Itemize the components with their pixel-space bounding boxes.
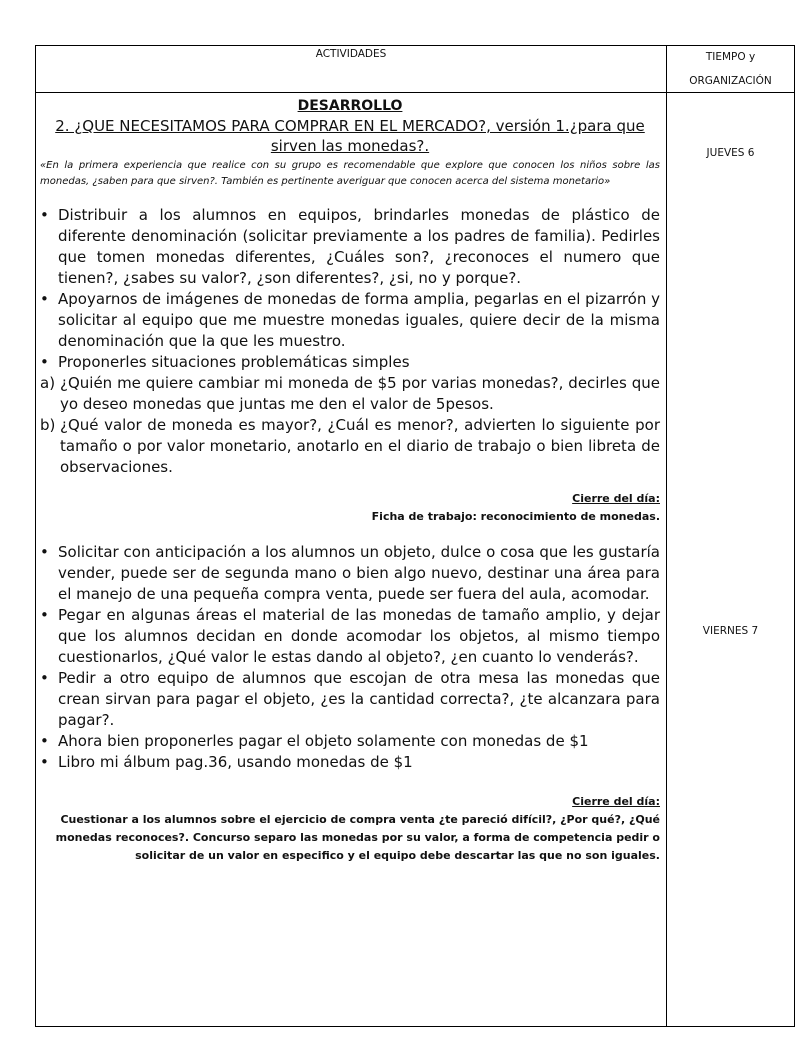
problem-text: ¿Quién me quiere cambiar mi moneda de $5 por varias monedas?, decirles que yo deseo monedas que juntas me den el valor de 5pesos. [60, 374, 660, 413]
section-title: DESARROLLO [297, 98, 403, 114]
activity-item: • Solicitar con anticipación a los alumnos un objeto, dulce o cosa que les gustaría vender, puede ser de segunda mano o bien algo nuevo, destinar una área para el manejo de una pequeña compra venta, puede ser fuera del aula, acomodar. [40, 542, 660, 605]
closing-title: Cierre del día: [572, 492, 660, 505]
problem-item-a [40, 373, 660, 415]
problem-label: a) [40, 374, 56, 392]
day1-label: JUEVES 6 [706, 147, 755, 159]
closing-text: Cuestionar a los alumnos sobre el ejercicio de compra venta ¿te pareció difícil?, ¿Por qué?, ¿Qué monedas reconoces?. Concurso separo las monedas por su valor, a forma de competencia pedir o solicitar de un valor en especifico y el equipo debe descartar las que no son iguales. [55, 813, 660, 862]
day1-activity-list [40, 205, 660, 373]
section-note: «En la primera experiencia que realice con su grupo es recomendable que explore que conocen los niños sobre las monedas, ¿saben para que sirven?. También es pertinente averiguar que conocen acerca del sistema monetario» [40, 160, 660, 187]
activity-item: • Pegar en algunas áreas el material de las monedas de tamaño amplio, y dejar que los alumnos decidan en donde acomodar los objetos, al mismo tiempo cuestionarlos, ¿Qué valor le estas dando al objeto?, ¿en cuanto lo venderás?. [40, 605, 660, 668]
time-header-line2: ORGANIZACIÓN [689, 75, 772, 87]
activities-cell [36, 93, 667, 1027]
problem-label: b) [40, 416, 56, 434]
problem-text: ¿Qué valor de moneda es mayor?, ¿Cuál es menor?, advierten lo siguiente por tamaño o por valor monetario, anotarlo en el diario de trabajo o bien libreta de observaciones. [60, 416, 660, 476]
problem-item-b [40, 415, 660, 478]
activity-item: • Proponerles situaciones problemáticas simples [40, 352, 660, 373]
day1-closing [40, 490, 660, 526]
day2-activity-list [40, 542, 660, 773]
closing-title: Cierre del día: [572, 795, 660, 808]
activities-header: ACTIVIDADES [36, 46, 667, 93]
activity-item: • Distribuir a los alumnos en equipos, brindarles monedas de plástico de diferente denominación (solicitar previamente a los padres de familia). Pedirles que tomen monedas diferentes, ¿Cuáles son?, ¿reconoces el numero que tienen?, ¿sabes su valor?, ¿son diferentes?, ¿si, no y porque?. [40, 205, 660, 289]
time-header-line1: TIEMPO y [705, 51, 756, 63]
activity-item: • Apoyarnos de imágenes de monedas de forma amplia, pegarlas en el pizarrón y solicitar al equipo que me muestre monedas iguales, quiere decir de la misma denominación que la que les muestro. [40, 289, 660, 352]
day2-label: VIERNES 7 [702, 625, 759, 637]
section-subtitle: 2. ¿QUE NECESITAMOS PARA COMPRAR EN EL MERCADO?, versión 1.¿para que sirven las monedas?. [55, 117, 645, 155]
content-row [36, 93, 795, 1027]
activity-item: • Libro mi álbum pag.36, usando monedas de $1 [40, 752, 660, 773]
time-cell [667, 93, 795, 1027]
activity-item: • Pedir a otro equipo de alumnos que escojan de otra mesa las monedas que crean sirvan para pagar el objeto, ¿es la cantidad correcta?, ¿te alcanzara para pagar?. [40, 668, 660, 731]
activity-item: • Ahora bien proponerles pagar el objeto solamente con monedas de $1 [40, 731, 660, 752]
planning-table [35, 45, 795, 1027]
header-row [36, 46, 795, 93]
closing-text: Ficha de trabajo: reconocimiento de monedas. [371, 510, 660, 523]
day2-closing [40, 793, 660, 865]
time-organization-header [667, 46, 795, 93]
